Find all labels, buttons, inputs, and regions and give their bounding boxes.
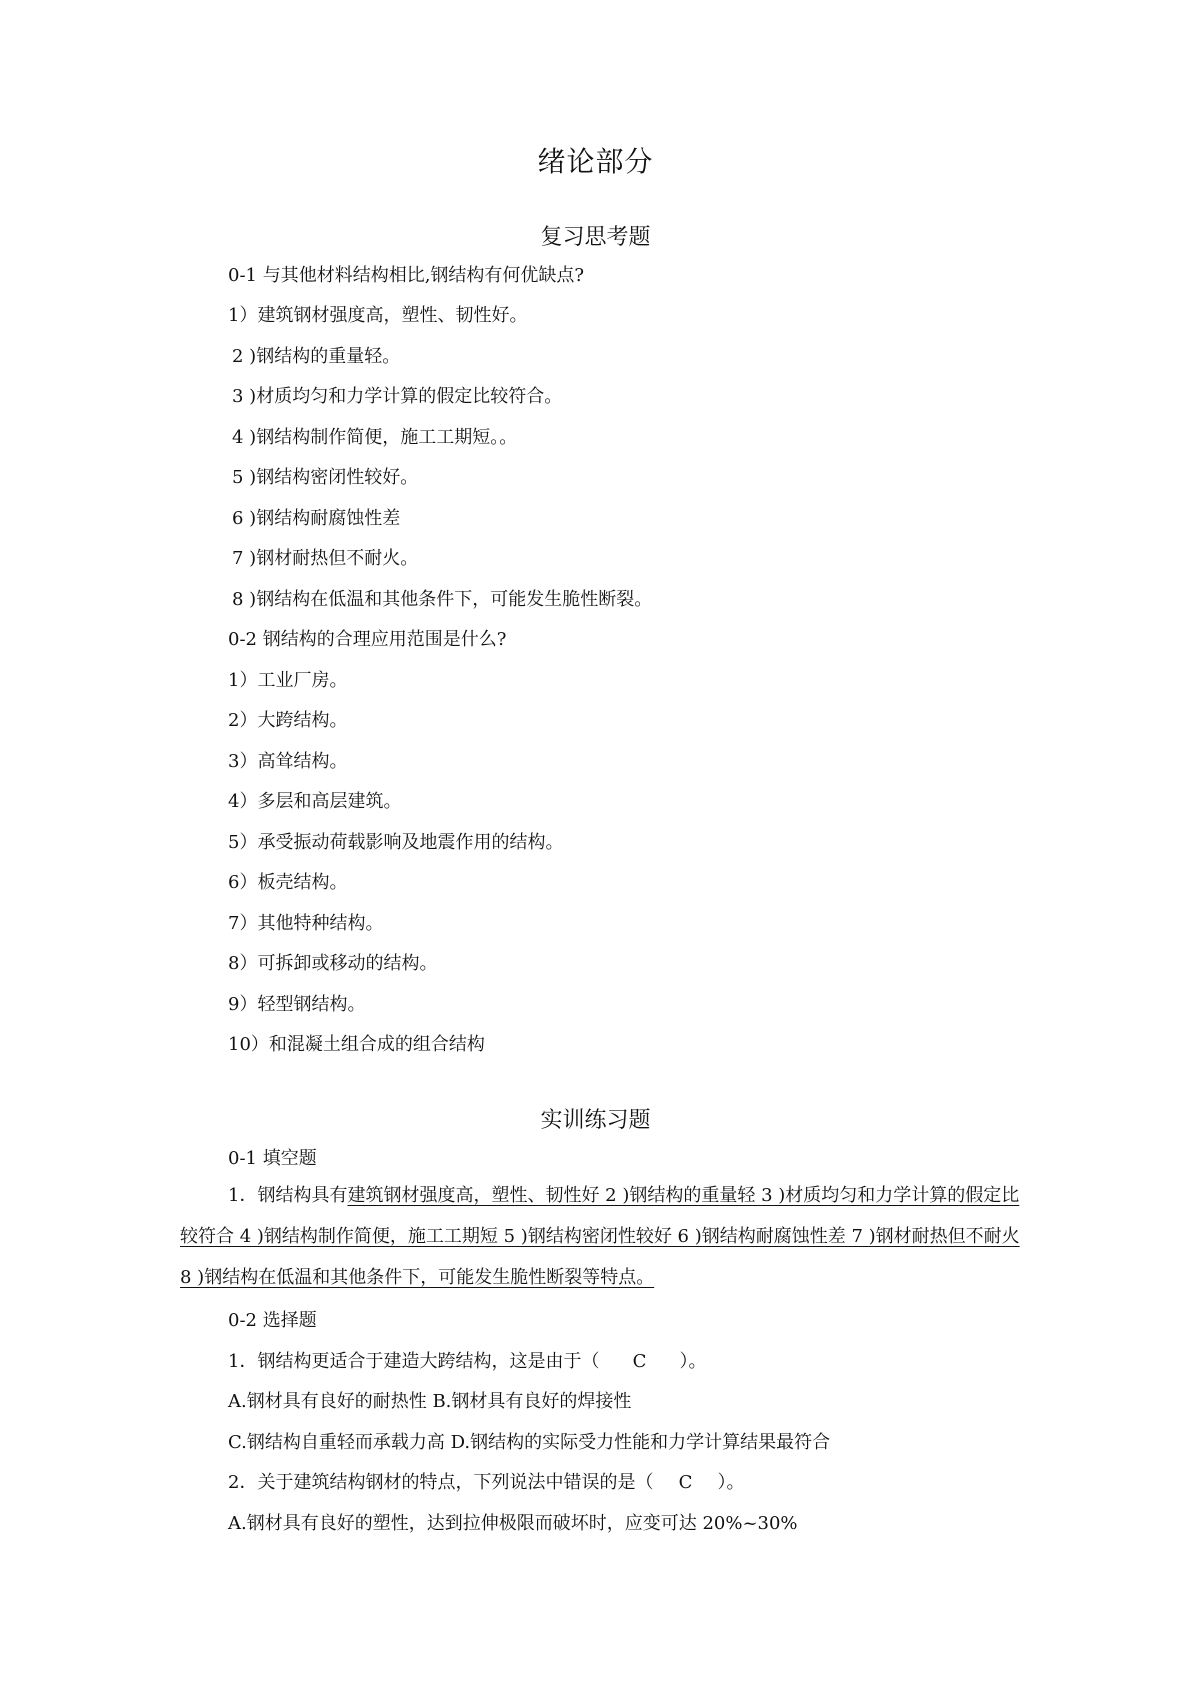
choice-options-row: A.钢材具有良好的耐热性 B.钢材具有良好的焊接性 bbox=[228, 1391, 632, 1412]
fill-in-heading: 0-1 填空题 bbox=[228, 1148, 317, 1169]
list-item: 6）板壳结构。 bbox=[228, 872, 348, 893]
choice-heading: 0-2 选择题 bbox=[228, 1310, 317, 1331]
list-item: 3）高耸结构。 bbox=[228, 751, 348, 772]
choice-answer: C bbox=[678, 1472, 693, 1493]
list-item: 7）其他特种结构。 bbox=[228, 913, 384, 934]
choice-question-close: ）。 bbox=[679, 1351, 707, 1372]
choice-option-a: A.钢材具有良好的塑性，达到拉伸极限而破坏时，应变可达 20%~30% bbox=[228, 1513, 798, 1534]
list-item: 6 )钢结构耐腐蚀性差 bbox=[232, 508, 401, 529]
list-item: 1）工业厂房。 bbox=[228, 670, 348, 691]
choice-answer: C bbox=[632, 1351, 647, 1372]
list-item: 7 )钢材耐热但不耐火。 bbox=[232, 548, 419, 569]
choice-question-1 bbox=[228, 1349, 706, 1375]
list-item: 3 )材质均匀和力学计算的假定比较符合。 bbox=[232, 386, 563, 407]
list-item: 9）轻型钢结构。 bbox=[228, 994, 366, 1015]
list-item: 2）大跨结构。 bbox=[228, 710, 348, 731]
list-item: 8 )钢结构在低温和其他条件下，可能发生脆性断裂。 bbox=[232, 589, 653, 610]
list-item: 4）多层和高层建筑。 bbox=[228, 791, 402, 812]
fill-in-question-1 bbox=[180, 1175, 1020, 1298]
list-item: 8）可拆卸或移动的结构。 bbox=[228, 953, 438, 974]
practice-heading: 实训练习题 bbox=[540, 1108, 651, 1133]
page-title: 绪论部分 bbox=[537, 145, 654, 178]
fill-in-answer: 建筑钢材强度高，塑性、韧性好 2 )钢结构的重量轻 3 )材质均匀和力学计算的假定比较符合 4 )钢结构制作简便，施工工期短 5 )钢结构密闭性较好 6 )钢结构耐腐蚀性差 7 )钢材耐热但不耐火 8 )钢结构在低温和其他条件下，可能发生脆性断裂等特点。 bbox=[180, 1185, 1020, 1288]
choice-question-2 bbox=[228, 1470, 744, 1496]
review-question-2: 0-2 钢结构的合理应用范围是什么? bbox=[228, 629, 507, 650]
list-item: 1）建筑钢材强度高，塑性、韧性好。 bbox=[228, 305, 528, 326]
list-item: 5）承受振动荷载影响及地震作用的结构。 bbox=[228, 832, 564, 853]
choice-question-close: ）。 bbox=[717, 1472, 745, 1493]
choice-options-row: C.钢结构自重轻而承载力高 D.钢结构的实际受力性能和力学计算结果最符合 bbox=[228, 1432, 831, 1453]
list-item: 10）和混凝土组合成的组合结构 bbox=[228, 1034, 485, 1055]
list-item: 5 )钢结构密闭性较好。 bbox=[232, 467, 419, 488]
list-item: 4 )钢结构制作简便，施工工期短。。 bbox=[232, 427, 518, 448]
review-question-1: 0-1 与其他材料结构相比,钢结构有何优缺点? bbox=[228, 265, 585, 286]
review-heading: 复习思考题 bbox=[540, 225, 651, 250]
fill-in-question-prefix: 1．钢结构具有 bbox=[228, 1185, 348, 1206]
choice-question-text: 1．钢结构更适合于建造大跨结构，这是由于（ bbox=[228, 1351, 600, 1372]
list-item: 2 )钢结构的重量轻。 bbox=[232, 346, 401, 367]
choice-question-text: 2．关于建筑结构钢材的特点，下列说法中错误的是（ bbox=[228, 1472, 654, 1493]
